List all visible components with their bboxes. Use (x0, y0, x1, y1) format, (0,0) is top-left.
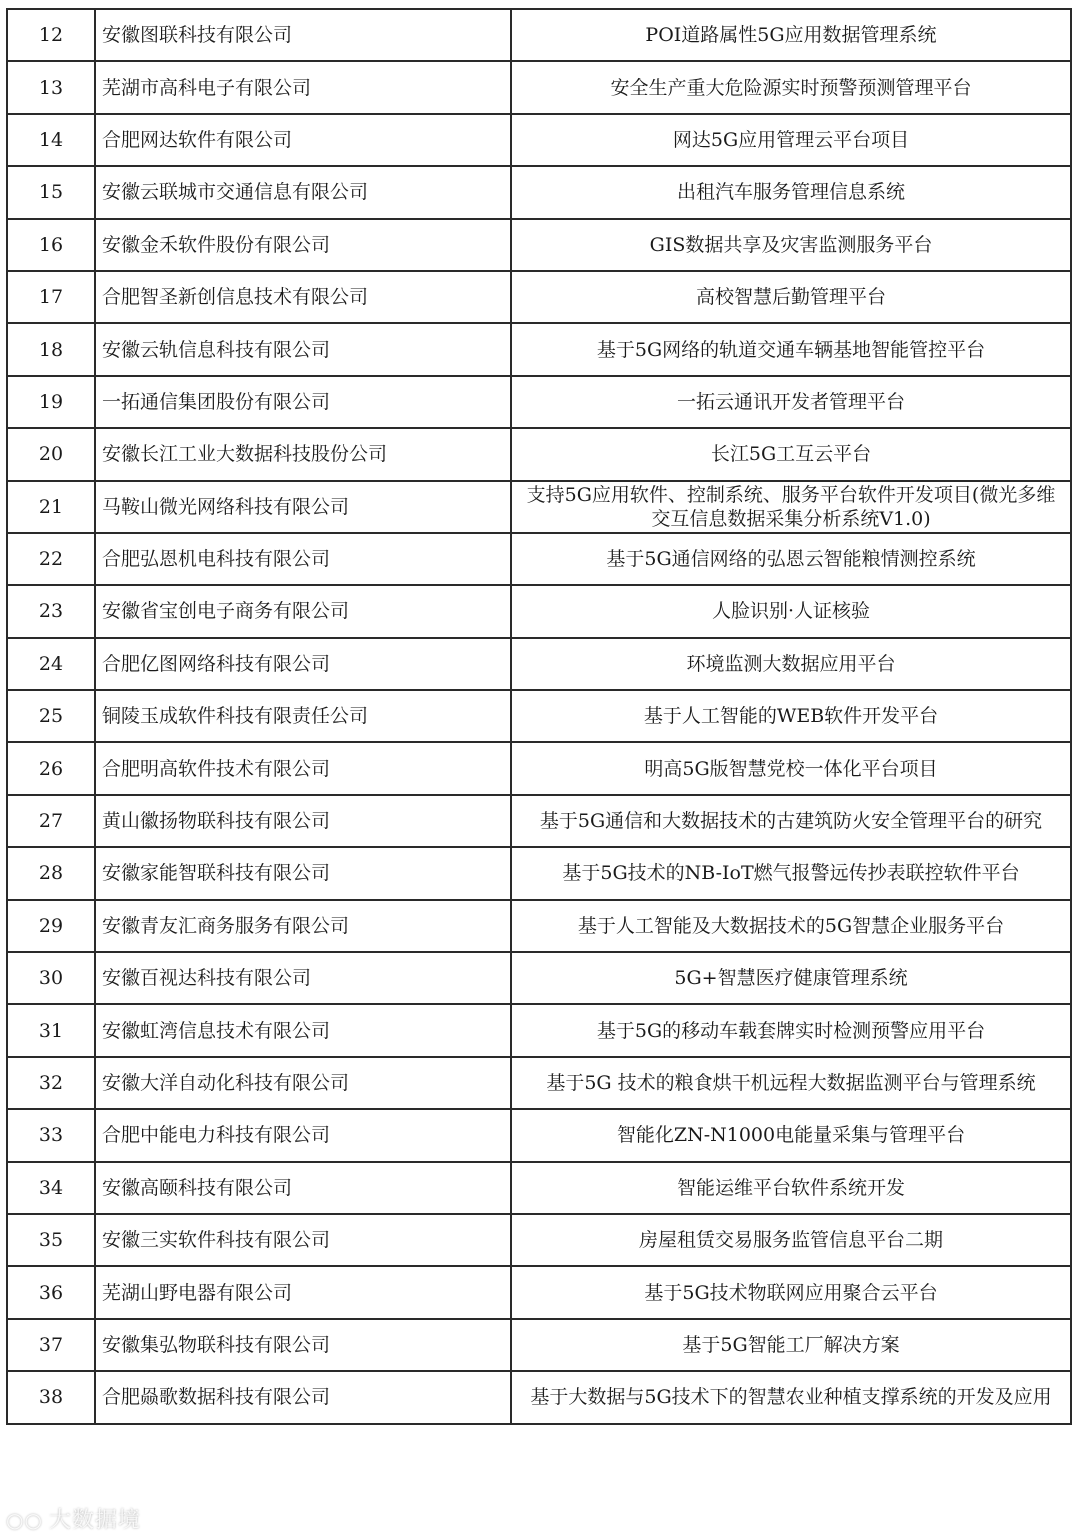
project-name-cell: 房屋租赁交易服务监管信息平台二期 (511, 1214, 1071, 1266)
row-number-cell: 36 (7, 1266, 95, 1318)
row-number-cell: 35 (7, 1214, 95, 1266)
company-name-cell: 安徽百视达科技有限公司 (95, 952, 511, 1004)
company-name-cell: 一拓通信集团股份有限公司 (95, 376, 511, 428)
project-name-cell: 长江5G工互云平台 (511, 428, 1071, 480)
row-number-cell: 15 (7, 166, 95, 218)
table-row (7, 1004, 1071, 1056)
row-number-cell: 22 (7, 533, 95, 585)
company-name-cell: 铜陵玉成软件科技有限责任公司 (95, 690, 511, 742)
table-row (7, 1266, 1071, 1318)
company-name-cell: 安徽云联城市交通信息有限公司 (95, 166, 511, 218)
project-name-line: 交互信息数据采集分析系统V1.0) (651, 507, 931, 530)
company-name-cell: 安徽集弘物联科技有限公司 (95, 1319, 511, 1371)
project-name-cell: 基于人工智能及大数据技术的5G智慧企业服务平台 (511, 900, 1071, 952)
project-name-cell: 环境监测大数据应用平台 (511, 638, 1071, 690)
table-row (7, 1371, 1071, 1423)
row-number-cell: 24 (7, 638, 95, 690)
company-name-cell: 合肥弘恩机电科技有限公司 (95, 533, 511, 585)
row-number-cell: 16 (7, 219, 95, 271)
company-name-cell: 芜湖山野电器有限公司 (95, 1266, 511, 1318)
project-list-table (6, 8, 1072, 1425)
project-name-cell: 基于5G的移动车载套牌实时检测预警应用平台 (511, 1004, 1071, 1056)
watermark-text: 大数据境 (48, 1508, 141, 1533)
table-row (7, 1214, 1071, 1266)
table-row (7, 690, 1071, 742)
table-body (7, 9, 1071, 1424)
project-name-cell: 5G+智慧医疗健康管理系统 (511, 952, 1071, 1004)
table-row (7, 952, 1071, 1004)
project-name-cell: 安全生产重大危险源实时预警预测管理平台 (511, 61, 1071, 113)
table-row (7, 1057, 1071, 1109)
row-number-cell: 19 (7, 376, 95, 428)
row-number-cell: 21 (7, 481, 95, 533)
table-row (7, 638, 1071, 690)
table-row (7, 61, 1071, 113)
table-row (7, 1319, 1071, 1371)
project-name-cell: 明高5G版智慧党校一体化平台项目 (511, 742, 1071, 794)
project-name-cell: 基于5G技术物联网应用聚合云平台 (511, 1266, 1071, 1318)
project-name-cell: 高校智慧后勤管理平台 (511, 271, 1071, 323)
table-row (7, 533, 1071, 585)
project-name-cell: GIS数据共享及灾害监测服务平台 (511, 219, 1071, 271)
table-row (7, 742, 1071, 794)
table-row (7, 219, 1071, 271)
company-name-cell: 合肥赑歌数据科技有限公司 (95, 1371, 511, 1423)
row-number-cell: 29 (7, 900, 95, 952)
company-name-cell: 安徽青友汇商务服务有限公司 (95, 900, 511, 952)
row-number-cell: 28 (7, 847, 95, 899)
project-name-cell: 基于5G智能工厂解决方案 (511, 1319, 1071, 1371)
table-row (7, 323, 1071, 375)
row-number-cell: 13 (7, 61, 95, 113)
project-name-cell: 智能运维平台软件系统开发 (511, 1162, 1071, 1214)
row-number-cell: 25 (7, 690, 95, 742)
project-name-cell: 基于5G技术的NB-IoT燃气报警远传抄表联控软件平台 (511, 847, 1071, 899)
project-name-line: 支持5G应用软件、控制系统、服务平台软件开发项目(微光多维 (526, 483, 1056, 506)
table-row (7, 114, 1071, 166)
company-name-cell: 合肥网达软件有限公司 (95, 114, 511, 166)
company-name-cell: 安徽长江工业大数据科技股份公司 (95, 428, 511, 480)
row-number-cell: 32 (7, 1057, 95, 1109)
project-name-cell: 基于5G通信和大数据技术的古建筑防火安全管理平台的研究 (511, 795, 1071, 847)
project-name-cell: 基于5G网络的轨道交通车辆基地智能管控平台 (511, 323, 1071, 375)
company-name-cell: 安徽金禾软件股份有限公司 (95, 219, 511, 271)
project-name-cell: 人脸识别·人证核验 (511, 585, 1071, 637)
project-name-cell: POI道路属性5G应用数据管理系统 (511, 9, 1071, 61)
company-name-cell: 安徽虹湾信息技术有限公司 (95, 1004, 511, 1056)
company-name-cell: 安徽三实软件科技有限公司 (95, 1214, 511, 1266)
project-name-cell (511, 481, 1071, 533)
project-name-cell: 一拓云通讯开发者管理平台 (511, 376, 1071, 428)
table-row (7, 1109, 1071, 1161)
table-row (7, 585, 1071, 637)
row-number-cell: 20 (7, 428, 95, 480)
row-number-cell: 34 (7, 1162, 95, 1214)
company-name-cell: 安徽图联科技有限公司 (95, 9, 511, 61)
project-name-cell: 基于大数据与5G技术下的智慧农业种植支撑系统的开发及应用 (511, 1371, 1071, 1423)
watermark (6, 1503, 141, 1534)
table-row (7, 9, 1071, 61)
project-name-cell: 基于人工智能的WEB软件开发平台 (511, 690, 1071, 742)
row-number-cell: 12 (7, 9, 95, 61)
row-number-cell: 31 (7, 1004, 95, 1056)
row-number-cell: 26 (7, 742, 95, 794)
company-name-cell: 合肥亿图网络科技有限公司 (95, 638, 511, 690)
row-number-cell: 14 (7, 114, 95, 166)
row-number-cell: 33 (7, 1109, 95, 1161)
table-row (7, 847, 1071, 899)
company-name-cell: 马鞍山微光网络科技有限公司 (95, 481, 511, 533)
project-name-cell: 网达5G应用管理云平台项目 (511, 114, 1071, 166)
company-name-cell: 安徽高颐科技有限公司 (95, 1162, 511, 1214)
company-name-cell: 安徽家能智联科技有限公司 (95, 847, 511, 899)
table-row (7, 271, 1071, 323)
watermark-logo-icon: ○○ (6, 1508, 43, 1532)
project-name-cell: 基于5G通信网络的弘恩云智能粮情测控系统 (511, 533, 1071, 585)
company-name-cell: 安徽云轨信息科技有限公司 (95, 323, 511, 375)
table-row (7, 166, 1071, 218)
project-name-cell: 出租汽车服务管理信息系统 (511, 166, 1071, 218)
row-number-cell: 23 (7, 585, 95, 637)
row-number-cell: 37 (7, 1319, 95, 1371)
row-number-cell: 27 (7, 795, 95, 847)
company-name-cell: 合肥智圣新创信息技术有限公司 (95, 271, 511, 323)
project-name-cell: 智能化ZN-N1000电能量采集与管理平台 (511, 1109, 1071, 1161)
company-name-cell: 安徽省宝创电子商务有限公司 (95, 585, 511, 637)
row-number-cell: 30 (7, 952, 95, 1004)
row-number-cell: 18 (7, 323, 95, 375)
table-row (7, 795, 1071, 847)
row-number-cell: 38 (7, 1371, 95, 1423)
row-number-cell: 17 (7, 271, 95, 323)
company-name-cell: 合肥中能电力科技有限公司 (95, 1109, 511, 1161)
table-row (7, 428, 1071, 480)
table-row (7, 376, 1071, 428)
table-row (7, 481, 1071, 533)
company-name-cell: 芜湖市高科电子有限公司 (95, 61, 511, 113)
table-row (7, 900, 1071, 952)
table-row (7, 1162, 1071, 1214)
company-name-cell: 合肥明高软件技术有限公司 (95, 742, 511, 794)
company-name-cell: 安徽大洋自动化科技有限公司 (95, 1057, 511, 1109)
project-name-cell: 基于5G 技术的粮食烘干机远程大数据监测平台与管理系统 (511, 1057, 1071, 1109)
company-name-cell: 黄山徽扬物联科技有限公司 (95, 795, 511, 847)
